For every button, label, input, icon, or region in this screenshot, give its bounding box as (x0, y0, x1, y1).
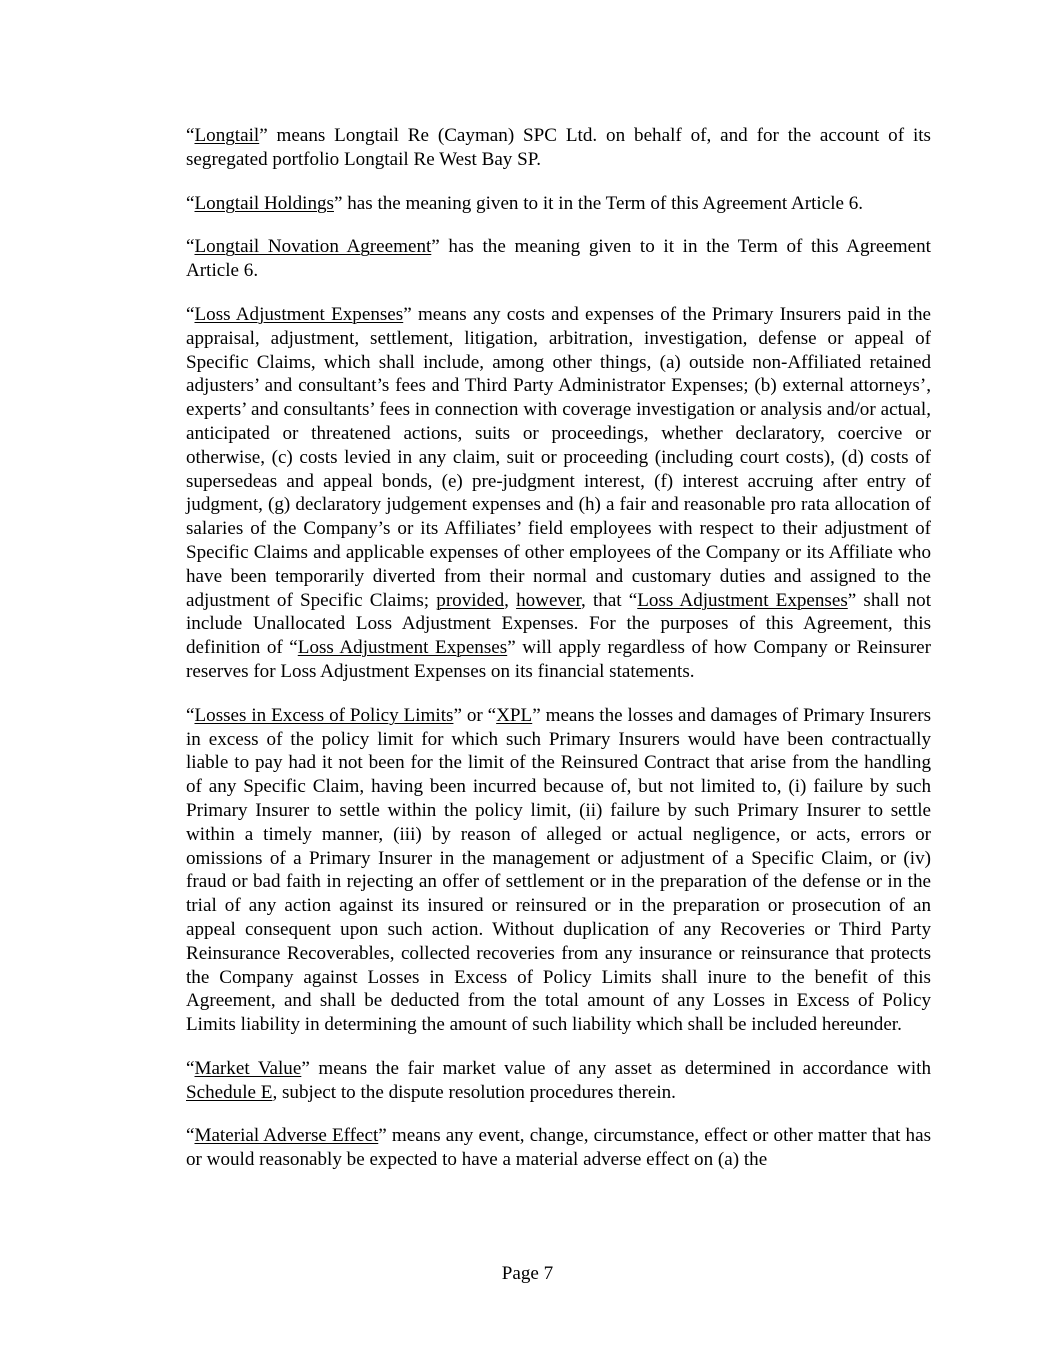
definition-material-adverse-effect (186, 1124, 931, 1172)
definition-text: ” or “ (453, 704, 497, 726)
definition-text: ” shall not include Unallocated Loss Adjustment Expenses. For the purposes of this Agreement, this definition of “ (186, 589, 931, 659)
page-number: Page 7 (501, 1263, 554, 1284)
definition-losses-in-excess-of-policy-limits (186, 704, 931, 1037)
definition-loss-adjustment-expenses (186, 303, 931, 684)
open-quote: “ (186, 125, 195, 146)
defined-term: Material Adverse Effect (194, 1125, 379, 1147)
definition-text: ” means Longtail Re (Cayman) SPC Ltd. on behalf of, and for the account of its segregated portfolio Longtail Re West Bay SP. (186, 125, 931, 170)
definition-longtail-novation-agreement (186, 235, 931, 283)
definition-longtail (186, 124, 931, 172)
open-quote: “ (186, 192, 195, 214)
open-quote: “ (186, 1125, 195, 1147)
definition-text: , that “ (581, 589, 638, 611)
definition-longtail-holdings (186, 192, 931, 216)
term-however: however (516, 589, 582, 611)
open-quote: “ (186, 1057, 195, 1079)
definitions-body (186, 124, 931, 1192)
definition-market-value (186, 1057, 931, 1105)
defined-term-abbreviation: XPL (496, 704, 533, 726)
definition-text: ” means any costs and expenses of the Primary Insurers paid in the appraisal, adjustment, settlement, litigation, arbitration, investigation, defense or appeal of Specific Claims, which shall include, among other things, (a) outside non-Affiliated retained adjusters’ and consultant’s fees and Third Party Administrator Expenses; (b) external attorneys’, experts’ and consultants’ fees in connection with coverage investigation or analysis and/or actual, anticipated or threatened actions, suits or proceedings, whether declaratory, coercive or otherwise, (c) costs levied in any claim, suit or proceeding (including court costs), (d) costs of supersedeas and appeal bonds, (e) pre-judgment interest, (f) interest accruing after entry of judgment, (g) declaratory judgement expenses and (h) a fair and reasonable pro rata allocation of salaries of the Company’s or its Affiliates’ field employees with respect to their adjustment of Specific Claims and applicable expenses of other employees of the Company or its Affiliate who have been temporarily diverted from their normal and customary duties and assigned to the adjustment of Specific Claims; (186, 303, 931, 611)
defined-term: Longtail Novation Agreement (194, 236, 432, 258)
term-provided: provided (436, 589, 505, 611)
definition-text: ” means the fair market value of any asset as determined in accordance with (301, 1057, 931, 1079)
defined-term: Loss Adjustment Expenses (194, 303, 404, 325)
defined-term: Longtail (194, 125, 260, 146)
definition-text: , subject to the dispute resolution procedures therein. (272, 1081, 676, 1103)
defined-term: Losses in Excess of Policy Limits (194, 704, 454, 726)
definition-text: ” has the meaning given to it in the Term of this Agreement Article 6. (333, 192, 864, 214)
open-quote: “ (186, 303, 195, 325)
defined-term-reference: Loss Adjustment Expenses (297, 637, 508, 659)
defined-term: Market Value (194, 1057, 302, 1079)
definition-text: ” has the meaning given to it in the Term of this Agreement Article 6. (186, 236, 931, 282)
definition-text: ” means the losses and damages of Primary Insurers in excess of the policy limit for which such Primary Insurers would have been contractually liable to pay had it not been for the limit of the Reinsured Contract that arise from the handling of any Specific Claim, having been incurred because of, but not limited to, (i) failure by such Primary Insurer to settle within the policy limit, (ii) failure by such Primary Insurer to settle within a timely manner, (iii) by reason of alleged or actual negligence, or acts, errors or omissions of a Primary Insurer in the management or adjustment of a Specific Claim, or (iv) fraud or bad faith in rejecting an offer of settlement or in the preparation of the defense or in the trial of any action against its insured or reinsured or in the preparation or prosecution of an appeal consequent upon such action. Without duplication of any Recoveries or Third Party Reinsurance Recoverables, collected recoveries from any insurance or reinsurance that protects the Company against Losses in Excess of Policy Limits shall inure to the benefit of this Agreement, and shall be deducted from the total amount of any Losses in Excess of Policy Limits liability in determining the amount of such liability which shall be included hereunder. (186, 704, 931, 1036)
open-quote: “ (186, 704, 195, 726)
defined-term: Longtail Holdings (194, 192, 334, 214)
definition-text: ” means any event, change, circumstance, effect or other matter that has or would reasonably be expected to have a material adverse effect on (a) the (186, 1125, 931, 1171)
defined-term-reference: Loss Adjustment Expenses (637, 589, 848, 611)
schedule-reference: Schedule E (186, 1081, 273, 1103)
definition-text: ” will apply regardless of how Company or Reinsurer reserves for Loss Adjustment Expenses on its financial statements. (186, 637, 931, 682)
definition-text: , (504, 589, 517, 611)
open-quote: “ (186, 236, 195, 258)
